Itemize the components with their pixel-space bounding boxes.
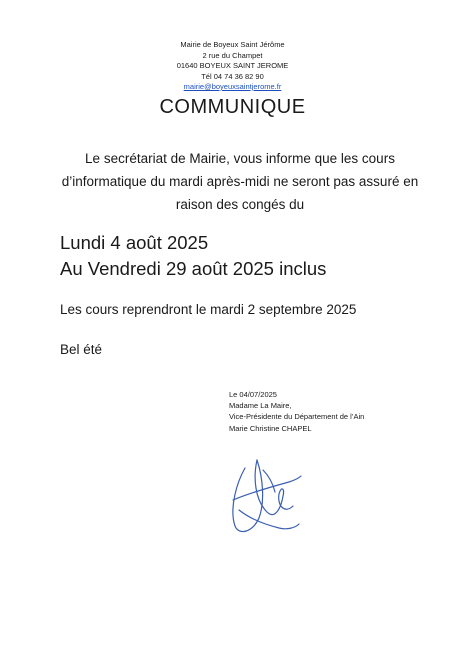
resume-notice: Les cours reprendront le mardi 2 septembre 2025 — [60, 302, 357, 317]
letterhead-phone: Tél 04 74 36 82 90 — [201, 71, 264, 81]
letterhead — [0, 40, 465, 93]
signatory-role: Vice-Présidente du Département de l’Ain — [229, 412, 365, 422]
dates-block — [60, 230, 326, 282]
signature-block — [229, 389, 364, 434]
signatory-name: Marie Christine CHAPEL — [229, 423, 312, 433]
closing-greeting: Bel été — [60, 342, 103, 357]
letterhead-name: Mairie de Boyeux Saint Jérôme — [180, 40, 285, 49]
handwritten-signature-icon — [223, 448, 303, 540]
document-title: COMMUNIQUE — [159, 96, 306, 118]
date-from: Lundi 4 août 2025 — [60, 232, 209, 253]
date-to: Au Vendredi 29 août 2025 inclus — [60, 258, 327, 279]
letterhead-city: 01640 BOYEUX SAINT JEROME — [176, 61, 289, 70]
signature-date: Le 04/07/2025 — [229, 390, 277, 399]
letterhead-email-link[interactable]: mairie@boyeuxsaintjerome.fr — [183, 82, 282, 91]
message-paragraph: Le secrétariat de Mairie, vous informe que les cours d’informatique du mardi après-midi ne seront pas assuré en raison des congés du — [61, 151, 419, 212]
signatory-title: Madame La Maire, — [229, 401, 292, 411]
letterhead-street: 2 rue du Champet — [202, 50, 263, 60]
